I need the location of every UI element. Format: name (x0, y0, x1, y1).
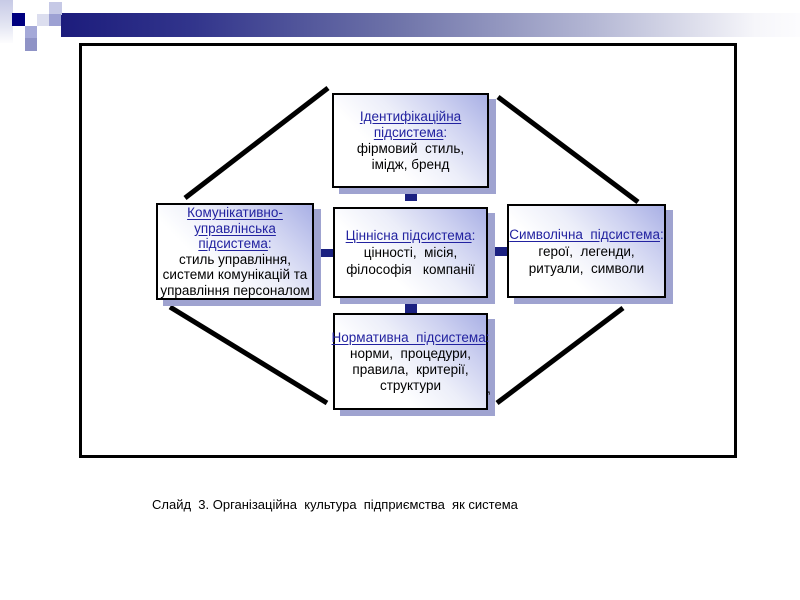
box-header-text: підсистема (373, 124, 444, 140)
box-body-line: структури (379, 377, 442, 393)
box-header-line (194, 221, 276, 237)
box-header-colon: : (485, 329, 490, 345)
box-body-line: норми, процедури, (350, 345, 471, 361)
box-header-colon: : (443, 124, 448, 140)
box-body-line: стиль управління, (179, 251, 291, 267)
box-body-line: цінності, місія, (363, 245, 458, 260)
box-body-line: ритуали, символи (528, 260, 645, 276)
box-body-line: системи комунікацій та (162, 267, 308, 282)
box-body-line: герої, легенди, (538, 243, 635, 259)
header-gradient-bar (61, 13, 800, 37)
slide-caption: Слайд 3. Організаційна культура підприємства як система (152, 497, 518, 512)
box-header-colon: : (471, 228, 476, 243)
connector-stub-right (494, 247, 507, 256)
deco-square-periwinkle-1 (49, 14, 61, 26)
box-header-text: управлінська (194, 220, 276, 236)
box-header-line (374, 125, 447, 141)
box-body-line: управління персоналом (160, 282, 310, 298)
deco-square-periwinkle-2 (25, 26, 37, 38)
box-body-line: імідж, бренд (371, 156, 450, 172)
box-body-line: фірмовий стиль, (356, 140, 465, 156)
box-symbolic-subsystem (507, 204, 666, 298)
box-header-text: підсистема (198, 236, 268, 251)
box-normative-subsystem (333, 313, 488, 410)
box-header-line (360, 109, 461, 125)
box-header-colon: : (267, 236, 272, 251)
deco-square-lavender-2 (37, 14, 49, 26)
connector-stub-top (405, 189, 417, 201)
box-header-text: Нормативна підсистема (331, 329, 486, 345)
box-communicative-management-subsystem (156, 203, 314, 300)
box-header-text: Комунікативно- (187, 205, 283, 220)
box-body-line: правила, критерії, (352, 361, 469, 377)
stray-mark: , (484, 379, 492, 398)
deco-square-navy (12, 13, 25, 26)
box-header-line (198, 236, 271, 252)
box-body-line: філософія компанії (346, 262, 475, 277)
connector-stub-bottom (405, 300, 417, 313)
box-header-line (332, 330, 490, 346)
box-header-line (509, 226, 664, 243)
deco-square-periwinkle-3 (25, 38, 37, 51)
box-header-colon: : (659, 226, 664, 242)
box-value-subsystem (333, 207, 488, 298)
box-header-text: Ідентифікаційна (359, 108, 462, 124)
box-identification-subsystem (332, 93, 489, 188)
box-header-line (346, 227, 476, 244)
box-header-text: Ціннісна підсистема (345, 228, 472, 243)
box-header-line (187, 205, 283, 221)
connector-stub-left (320, 249, 333, 257)
box-header-text: Символічна підсистема (509, 226, 660, 242)
